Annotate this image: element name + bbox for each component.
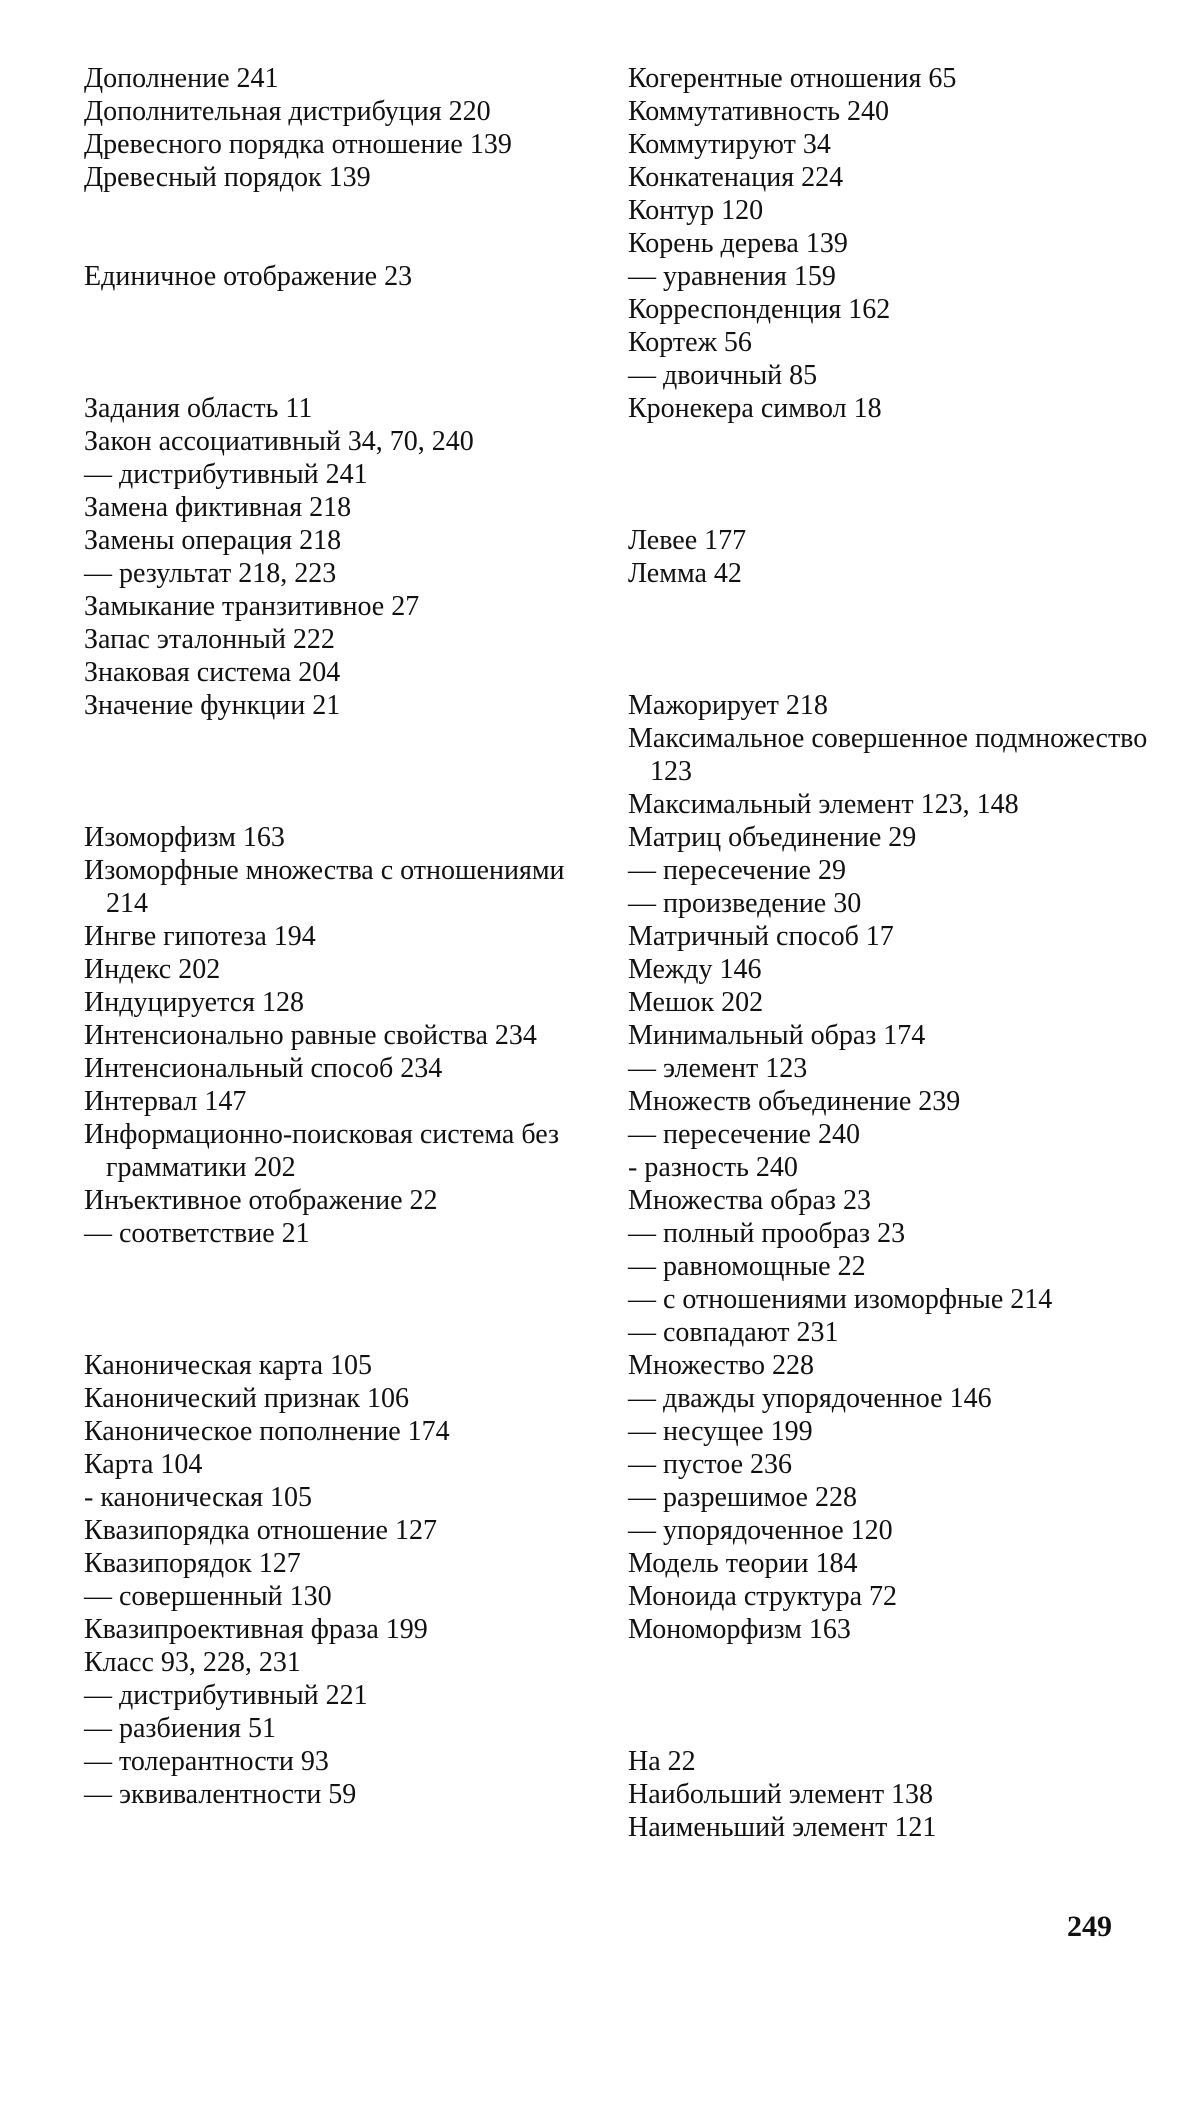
index-entry: Интенсионально равные свойства 234	[84, 1020, 537, 1051]
index-entry: Квазипорядок 127	[84, 1548, 301, 1579]
index-entry: Замыкание транзитивное 27	[84, 591, 420, 622]
index-entry: Единичное отображение 23	[84, 261, 413, 292]
index-entry: — разрешимое 228	[628, 1482, 857, 1513]
index-entry: Квазипроективная фраза 199	[84, 1614, 428, 1645]
index-entry: Интенсиональный способ 234	[84, 1053, 443, 1084]
index-entry: Минимальный образ 174	[628, 1020, 926, 1051]
index-entry: Наименьший элемент 121	[628, 1812, 937, 1843]
index-entry: Лемма 42	[628, 558, 742, 589]
index-entry: Мешок 202	[628, 987, 764, 1018]
index-entry: Коммутативность 240	[628, 96, 890, 127]
index-entry: — элемент 123	[628, 1053, 808, 1084]
index-entry: Информационно-поисковая система без грамматики 202	[84, 1119, 560, 1183]
index-entry: — дважды упорядоченное 146	[628, 1383, 992, 1414]
index-group-k-cont	[628, 62, 1148, 425]
index-entry: Максимальное совершенное подмножество 123	[628, 723, 1148, 787]
index-group-e	[84, 260, 604, 293]
index-entry: — совершенный 130	[84, 1581, 332, 1612]
index-group-l	[628, 524, 1148, 590]
index-entry: Матричный способ 17	[628, 921, 894, 952]
index-entry: — двоичный 85	[628, 360, 818, 391]
index-entry: Мономорфизм 163	[628, 1614, 851, 1645]
index-entry: Корень дерева 139	[628, 228, 848, 259]
index-entry: Канонический признак 106	[84, 1383, 409, 1414]
index-column-left	[84, 62, 604, 1811]
index-entry: - разность 240	[628, 1152, 798, 1183]
index-group-i	[84, 821, 604, 1250]
index-entry: Мажорирует 218	[628, 690, 828, 721]
index-entry: Знаковая система 204	[84, 657, 341, 688]
index-entry: — несущее 199	[628, 1416, 813, 1447]
index-entry: Кортеж 56	[628, 327, 752, 358]
index-entry: Изоморфизм 163	[84, 822, 285, 853]
index-entry: — толерантности 93	[84, 1746, 329, 1777]
index-entry: Наибольший элемент 138	[628, 1779, 934, 1810]
index-column-right	[628, 62, 1148, 1844]
index-entry: Моноида структура 72	[628, 1581, 898, 1612]
group-spacer	[628, 425, 1148, 524]
group-spacer	[84, 293, 604, 392]
index-entry: — дистрибутивный 241	[84, 459, 368, 490]
index-entry: Корреспонденция 162	[628, 294, 891, 325]
index-entry: Значение функции 21	[84, 690, 341, 721]
index-entry: — пересечение 240	[628, 1119, 860, 1150]
index-entry: — с отношениями изоморфные 214	[628, 1284, 1053, 1315]
index-group-z	[84, 392, 604, 722]
index-entry: — эквивалентности 59	[84, 1779, 357, 1810]
index-entry: Задания область 11	[84, 393, 313, 424]
index-entry: Левее 177	[628, 525, 747, 556]
index-entry: Ингве гипотеза 194	[84, 921, 316, 952]
index-entry: Дополнительная дистрибуция 220	[84, 96, 491, 127]
index-entry: — уравнения 159	[628, 261, 836, 292]
index-entry: Закон ассоциативный 34, 70, 240	[84, 426, 474, 457]
index-entry: Индуцируется 128	[84, 987, 304, 1018]
index-group-n	[628, 1745, 1148, 1844]
index-entry: — пересечение 29	[628, 855, 846, 886]
index-entry: Множеств объединение 239	[628, 1086, 961, 1117]
index-entry: — равномощные 22	[628, 1251, 866, 1282]
index-entry: Замены операция 218	[84, 525, 342, 556]
page-number: 249	[1067, 1910, 1112, 1943]
index-entry: Множества образ 23	[628, 1185, 871, 1216]
index-entry: Индекс 202	[84, 954, 221, 985]
group-spacer	[628, 590, 1148, 689]
index-entry: — совпадают 231	[628, 1317, 839, 1348]
index-entry: Матриц объединение 29	[628, 822, 917, 853]
index-entry: Замена фиктивная 218	[84, 492, 352, 523]
index-entry: Древесного порядка отношение 139	[84, 129, 512, 160]
index-entry: Коммутируют 34	[628, 129, 831, 160]
index-entry: Множество 228	[628, 1350, 814, 1381]
group-spacer	[628, 1646, 1148, 1745]
index-entry: Контур 120	[628, 195, 764, 226]
index-group-d	[84, 62, 604, 194]
index-entry: Модель теории 184	[628, 1548, 858, 1579]
index-entry: Инъективное отображение 22	[84, 1185, 438, 1216]
index-entry: Кронекера символ 18	[628, 393, 882, 424]
index-entry: — результат 218, 223	[84, 558, 337, 589]
index-entry: Конкатенация 224	[628, 162, 844, 193]
index-entry: Класс 93, 228, 231	[84, 1647, 301, 1678]
index-entry: — пустое 236	[628, 1449, 793, 1480]
index-entry: Когерентные отношения 65	[628, 63, 957, 94]
index-entry: Между 146	[628, 954, 762, 985]
index-entry: — полный прообраз 23	[628, 1218, 906, 1249]
index-entry: — упорядоченное 120	[628, 1515, 893, 1546]
index-group-k	[84, 1349, 604, 1811]
group-spacer	[84, 194, 604, 260]
index-entry: Запас эталонный 222	[84, 624, 335, 655]
index-entry: — соответствие 21	[84, 1218, 310, 1249]
index-entry: Каноническое пополнение 174	[84, 1416, 450, 1447]
index-entry: Максимальный элемент 123, 148	[628, 789, 1019, 820]
index-entry: Каноническая карта 105	[84, 1350, 373, 1381]
index-entry: Квазипорядка отношение 127	[84, 1515, 437, 1546]
index-entry: — дистрибутивный 221	[84, 1680, 368, 1711]
index-group-m	[628, 689, 1148, 1646]
index-entry: - каноническая 105	[84, 1482, 313, 1513]
group-spacer	[84, 1250, 604, 1349]
index-entry: Дополнение 241	[84, 63, 279, 94]
index-entry: Интервал 147	[84, 1086, 247, 1117]
index-entry: Древесный порядок 139	[84, 162, 371, 193]
group-spacer	[84, 722, 604, 821]
index-entry: На 22	[628, 1746, 696, 1777]
index-entry: — произведение 30	[628, 888, 862, 919]
index-entry: Изоморфные множества с отношениями 214	[84, 855, 565, 919]
index-entry: Карта 104	[84, 1449, 203, 1480]
index-entry: — разбиения 51	[84, 1713, 276, 1744]
